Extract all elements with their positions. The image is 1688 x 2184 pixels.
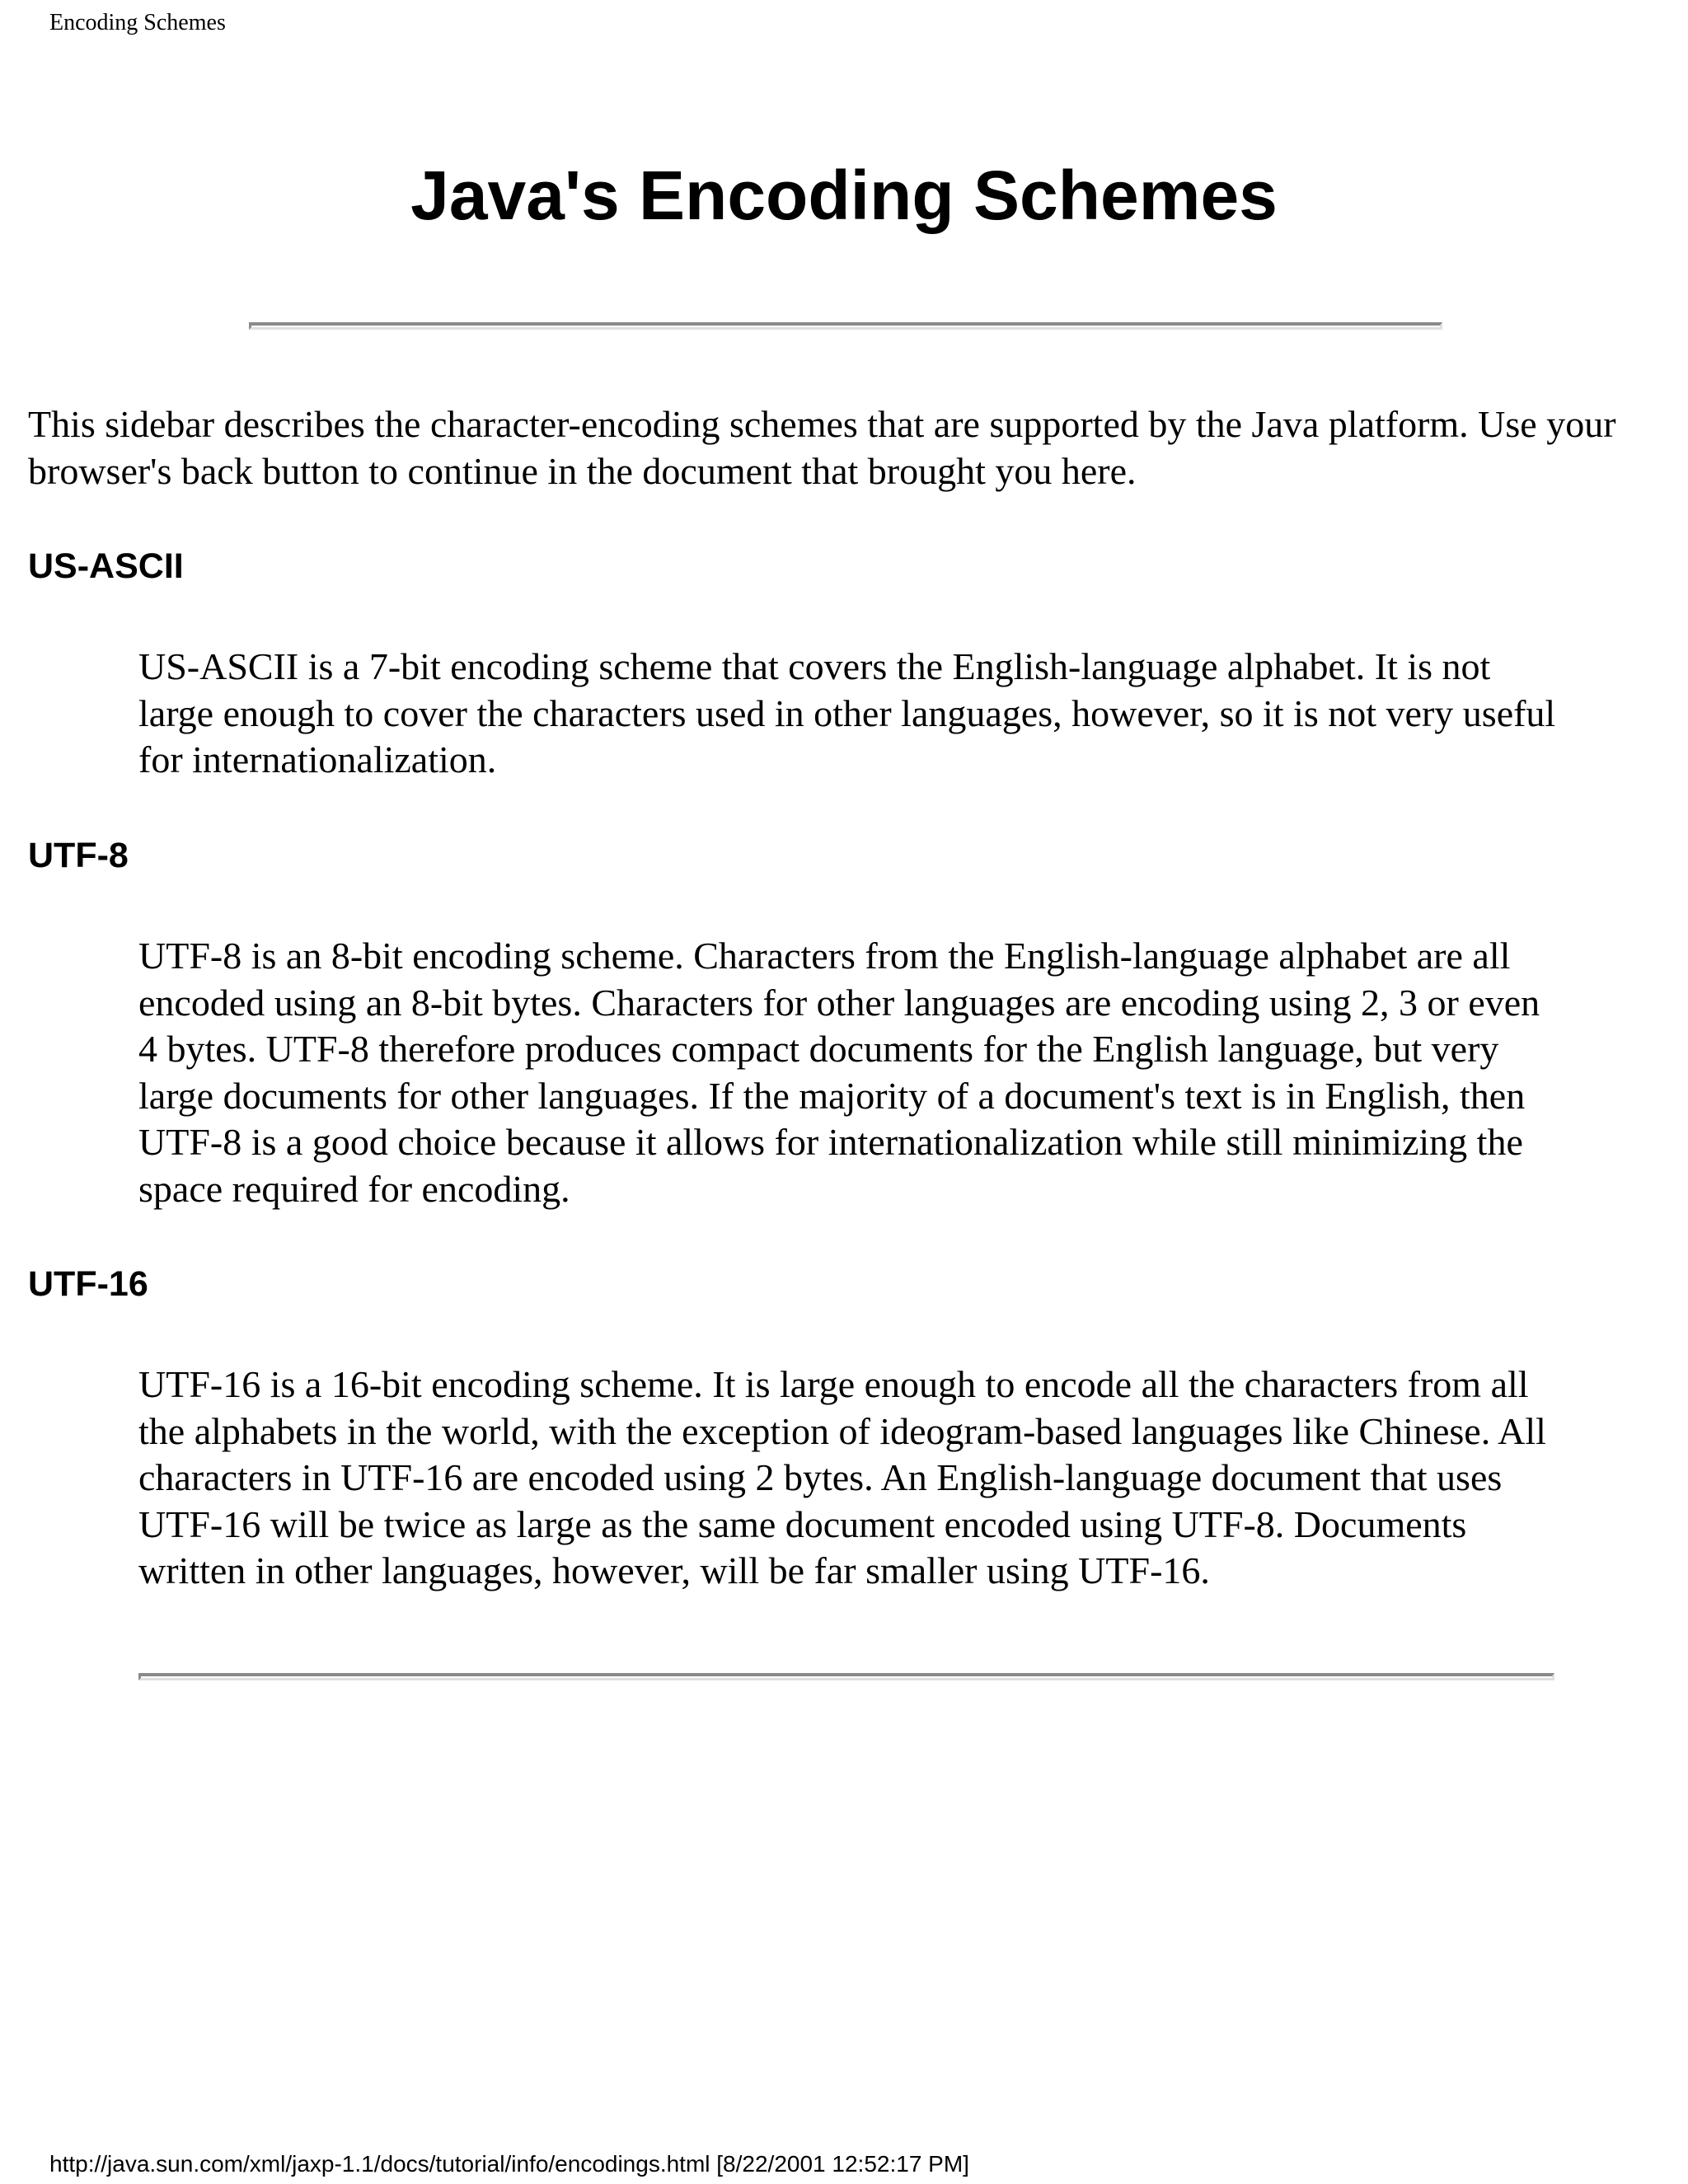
title-divider [249,322,1442,330]
bottom-divider [138,1673,1554,1680]
section-heading-us-ascii: US-ASCII [28,546,184,586]
page-title: Java's Encoding Schemes [410,157,1278,234]
print-header: Encoding Schemes [49,10,226,35]
section-body-utf-16: UTF-16 is a 16-bit encoding scheme. It is large enough to encode all the characters from all the alphabets in the world, with the exception of ideogram-based languages like Chinese. All characters in UTF-16 are encoded using 2 bytes. An English-language document that uses UTF-16 will be twice as large as the same document encoded using UTF-8. Documents written in other languages, however, will be far smaller using UTF-16. [138,1363,1546,1591]
section-heading-utf-8: UTF-8 [28,836,129,875]
intro-paragraph: This sidebar describes the character-encoding schemes that are supported by the Java platform. Use your browser's back button to continue in the document that brought you here. [28,403,1616,492]
print-footer-url: http://java.sun.com/xml/jaxp-1.1/docs/tutorial/info/encodings.html [8/22/2001 12:52:17 PM] [49,2151,969,2177]
section-body-utf-8: UTF-8 is an 8-bit encoding scheme. Characters from the English-language alphabet are all encoded using an 8-bit bytes. Characters for other languages are encoding using 2, 3 or even 4 bytes. UTF-8 therefore produces compact documents for the English language, but very large documents for other languages. If the majority of a document's text is in English, then UTF-8 is a good choice because it allows for internationalization while still minimizing the space required for encoding. [138,935,1540,1210]
section-heading-utf-16: UTF-16 [28,1264,148,1304]
section-body-us-ascii: US-ASCII is a 7-bit encoding scheme that covers the English-language alphabet. It is not large enough to cover the characters used in other languages, however, so it is not very useful for internationalization. [138,645,1556,780]
